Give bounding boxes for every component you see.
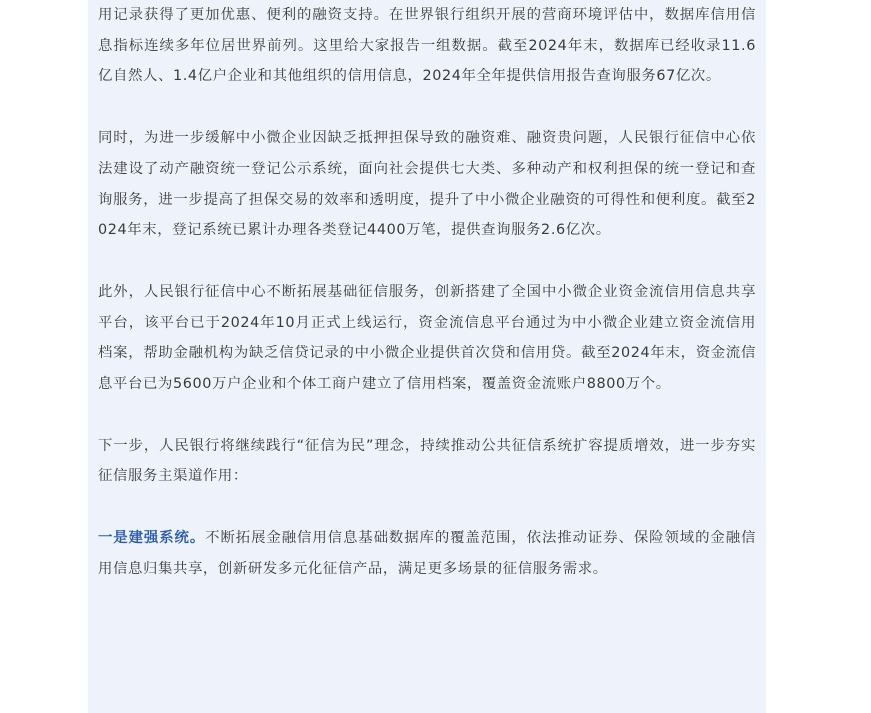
- paragraph-credit-database: 用记录获得了更加优惠、便利的融资支持。在世界银行组织开展的营商环境评估中，数据库信用信息指标连续多年位居世界前列。这里给大家报告一组数据。截至2024年末，数据库已经收录11.6亿自然人、1.4亿户企业和其他组织的信用信息，2024年全年提供信用报告查询服务67亿次。: [98, 7, 756, 85]
- paragraph-movable-property-registry: 同时，为进一步缓解中小微企业因缺乏抵押担保导致的融资难、融资贵问题，人民银行征信中心依法建设了动产融资统一登记公示系统，面向社会提供七大类、多种动产和权利担保的统一登记和查询服务，进一步提高了担保交易的效率和透明度，提升了中小微企业融资的可得性和便利度。截至2024年末，登记系统已累计办理各类登记4400万笔，提供查询服务2.6亿次。: [98, 130, 756, 239]
- paragraph-spacer: [98, 492, 756, 523]
- paragraph-next-steps: 下一步，人民银行将继续践行“征信为民”理念，持续推动公共征信系统扩容提质增效，进一步夯实征信服务主渠道作用：: [98, 437, 756, 485]
- point-one-lead: 一是建强系统。: [98, 530, 206, 547]
- paragraph-spacer: [98, 400, 756, 431]
- paragraph-point-one: [98, 523, 756, 584]
- paragraph-cash-flow-platform: 此外，人民银行征信中心不断拓展基础征信服务，创新搭建了全国中小微企业资金流信用信息共享平台，该平台已于2024年10月正式上线运行，资金流信息平台通过为中小微企业建立资金流信用档案，帮助金融机构为缺乏信贷记录的中小微企业提供首次贷和信用贷。截至2024年末，资金流信息平台已为5600万户企业和个体工商户建立了信用档案，覆盖资金流账户8800万个。: [98, 283, 756, 393]
- paragraph-spacer: [98, 246, 756, 277]
- point-one-text: 不断拓展金融信用信息基础数据库的覆盖范围，依法推动证券、保险领域的金融信用信息归集共享，创新研发多元化征信产品，满足更多场景的征信服务需求。: [98, 530, 756, 577]
- article-body: [88, 0, 766, 713]
- paragraph-spacer: [98, 92, 756, 123]
